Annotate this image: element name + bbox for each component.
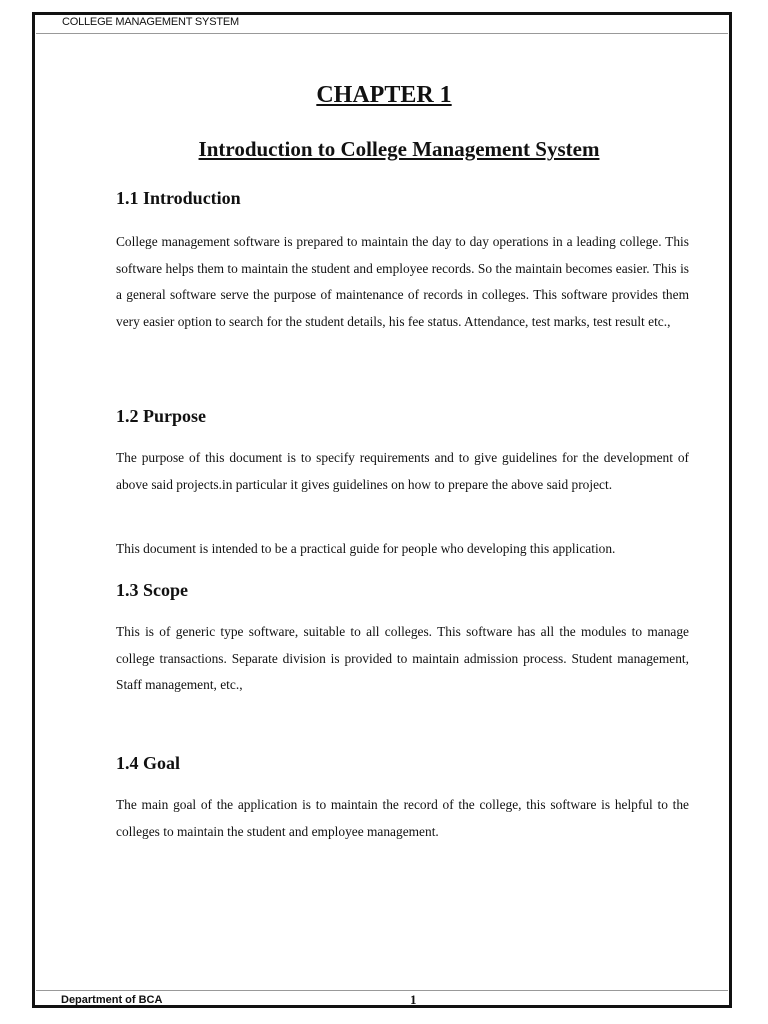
page-number: 1: [410, 992, 417, 1007]
purpose-paragraph-1: The purpose of this document is to specify requirements and to give guidelines for the development of above said projects.in particular it gives guidelines on how to prepare the above said project.: [116, 450, 689, 492]
footer-department: Department of BCA: [61, 994, 163, 1006]
running-header: COLLEGE MANAGEMENT SYSTEM: [62, 16, 239, 28]
section-heading-goal: 1.4 Goal: [116, 753, 181, 773]
purpose-paragraph-2: This document is intended to be a practical guide for people who developing this application.: [116, 541, 616, 556]
scope-paragraph: This is of generic type software, suitable to all colleges. This software has all the modules to manage college transactions. Separate division is provided to maintain admission process. Student management, Staff management, etc.,: [116, 624, 689, 693]
chapter-title: CHAPTER 1: [316, 82, 452, 108]
section-heading-purpose: 1.2 Purpose: [116, 406, 206, 426]
section-heading-scope: 1.3 Scope: [116, 580, 188, 600]
introduction-paragraph: College management software is prepared to maintain the day to day operations in a leading college. This software helps them to maintain the student and employee records. So the maintain becomes easier. This is a general software serve the purpose of maintenance of records in colleges. This software provides them very easier option to search for the student details, his fee status. Attendance, test marks, test result etc.,: [116, 234, 689, 329]
goal-paragraph: The main goal of the application is to maintain the record of the college, this software is helpful to the colleges to maintain the student and employee management.: [116, 797, 689, 839]
chapter-subtitle: Introduction to College Management System: [198, 137, 600, 161]
header-divider: [36, 33, 728, 34]
section-heading-introduction: 1.1 Introduction: [116, 188, 241, 208]
footer-divider: [36, 990, 728, 991]
